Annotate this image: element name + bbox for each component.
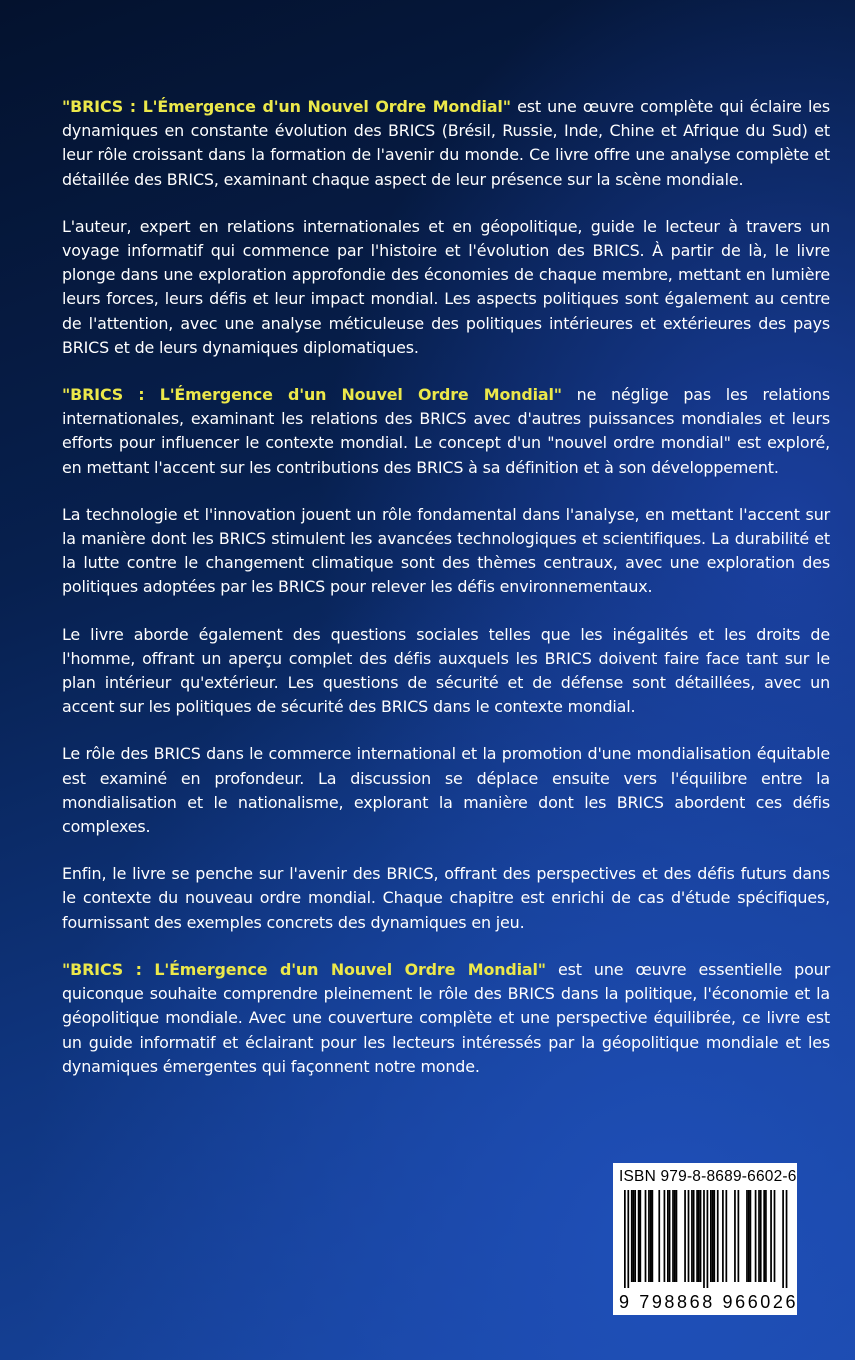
book-title-highlight: "BRICS : L'Émergence d'un Nouvel Ordre Mondial" (62, 385, 562, 405)
paragraph-8: "BRICS : L'Émergence d'un Nouvel Ordre Mondial" est une œuvre essentielle pour quiconque souhaite comprendre pleinement le rôle des BRICS dans la politique, l'économie et la géopolitique mondiale. Avec une couverture complète et une perspective équilibrée, ce livre est un guide informatif et éclairant pour les lecteurs intéressés par la géopolitique mondiale et les dynamiques émergentes qui façonnent notre monde. (62, 959, 830, 1076)
barcode-guard-bar (782, 1190, 784, 1288)
barcode-bar (738, 1190, 740, 1282)
barcode-bar (631, 1190, 633, 1282)
barcode-guard-bar (627, 1190, 629, 1288)
barcode-bar (691, 1190, 693, 1282)
isbn-barcode (613, 1163, 797, 1315)
barcode-guard-bar (703, 1190, 705, 1288)
barcode-bar (710, 1190, 712, 1282)
barcode-bar (722, 1190, 724, 1282)
book-title-highlight: "BRICS : L'Émergence d'un Nouvel Ordre Mondial" (62, 959, 546, 979)
isbn-label: ISBN 979-8-8689-6602-6 (619, 1168, 797, 1185)
barcode-bar (774, 1190, 776, 1282)
barcode-bar (652, 1190, 654, 1282)
book-title-highlight: "BRICS : L'Émergence d'un Nouvel Ordre Mondial" (62, 97, 511, 116)
barcode-bar (676, 1190, 678, 1282)
barcode-guard-bar (707, 1190, 709, 1288)
barcode-bar (760, 1190, 762, 1282)
ean-digits: 9 798868 966026 (619, 1292, 799, 1312)
barcode-guard-bar (786, 1190, 788, 1288)
barcode-bar (734, 1190, 736, 1282)
barcode-bar (664, 1190, 666, 1282)
barcode-bar (748, 1190, 750, 1282)
barcode-bar (669, 1190, 671, 1282)
paragraph-7: Enfin, le livre se penche sur l'avenir des BRICS, offrant des perspectives et des défis futurs dans le contexte du nouveau ordre mondial. Chaque chapitre est enrichi de cas d'étude spécifiques, fournissant des exemples concrets des dynamiques en jeu. (62, 864, 830, 932)
barcode-bar (750, 1190, 752, 1282)
barcode-bar (634, 1190, 636, 1282)
paragraph-1: "BRICS : L'Émergence d'un Nouvel Ordre Mondial" est une œuvre complète qui éclaire les dynamiques en constante évolution des BRICS (Brésil, Russie, Inde, Chine et Afrique du Sud) et leur rôle croissant dans la formation de l'avenir du monde. Ce livre offre une analyse complète et détaillée des BRICS, examinant chaque aspect de leur présence sur la scène mondiale. (62, 97, 830, 189)
barcode-bar (658, 1190, 660, 1282)
barcode-bar (639, 1190, 641, 1282)
barcode-bar (700, 1190, 702, 1282)
paragraph-3: "BRICS : L'Émergence d'un Nouvel Ordre Mondial" ne néglige pas les relations internationales, examinant les relations des BRICS avec d'autres puissances mondiales et leurs efforts pour influencer le contexte mondial. Le concept d'un "nouvel ordre mondial" est exploré, en mettant l'accent sur les contributions des BRICS à sa définition et à son développement. (62, 385, 830, 477)
paragraph-6: Le rôle des BRICS dans le commerce international et la promotion d'une mondialisation équitable est examiné en profondeur. La discussion se déplace ensuite vers l'équilibre entre la mondialisation et le nationalisme, explorant la manière dont les BRICS abordent ces défis complexes. (62, 744, 830, 837)
barcode-bar (645, 1190, 647, 1282)
barcode-bar (638, 1190, 640, 1282)
barcode-bar (765, 1190, 767, 1282)
barcode-bar (755, 1190, 757, 1282)
barcode-bar (684, 1190, 686, 1282)
barcode-bars (613, 1190, 797, 1288)
barcode-bar (674, 1190, 676, 1282)
barcode-bar (717, 1190, 719, 1282)
barcode-bar (696, 1190, 698, 1282)
blurb-text (62, 95, 830, 1102)
barcode-bar (650, 1190, 652, 1282)
barcode-bar (648, 1190, 650, 1282)
barcode-guard-bar (624, 1190, 626, 1288)
paragraph-5: Le livre aborde également des questions sociales telles que les inégalités et les droits de l'homme, offrant un aperçu complet des défis auxquels les BRICS doivent faire face tant sur le plan intérieur qu'extérieur. Les questions de sécurité et de défense sont détaillées, avec un accent sur les politiques de sécurité des BRICS dans le contexte mondial. (62, 624, 830, 717)
barcode-bar (693, 1190, 695, 1282)
barcode-bar (688, 1190, 690, 1282)
barcode-bar (758, 1190, 760, 1282)
barcode-bar (746, 1190, 748, 1282)
paragraph-4: La technologie et l'innovation jouent un rôle fondamental dans l'analyse, en mettant l'accent sur la manière dont les BRICS stimulent les avancées technologiques et scientifiques. La durabilité et la lutte contre le changement climatique sont des thèmes centraux, avec une exploration des politiques adoptées par les BRICS pour relever les défis environnementaux. (62, 504, 830, 597)
barcode-bar (725, 1190, 727, 1282)
barcode-bar (672, 1190, 674, 1282)
barcode-bar (667, 1190, 669, 1282)
barcode-bar (763, 1190, 765, 1282)
paragraph-2: L'auteur, expert en relations internationales et en géopolitique, guide le lecteur à travers un voyage informatif qui commence par l'histoire et l'évolution des BRICS. À partir de là, le livre plonge dans une exploration approfondie des économies de chaque membre, mettant en lumière leurs forces, leurs défis et leur impact mondial. Les aspects politiques sont également au centre de l'attention, avec une analyse méticuleuse des politiques intérieures et extérieures des pays BRICS et de leurs dynamiques diplomatiques. (62, 216, 830, 357)
barcode-bar (770, 1190, 772, 1282)
barcode-bar (698, 1190, 700, 1282)
barcode-bar (712, 1190, 714, 1282)
barcode-bar (713, 1190, 715, 1282)
barcode-bar (633, 1190, 635, 1282)
